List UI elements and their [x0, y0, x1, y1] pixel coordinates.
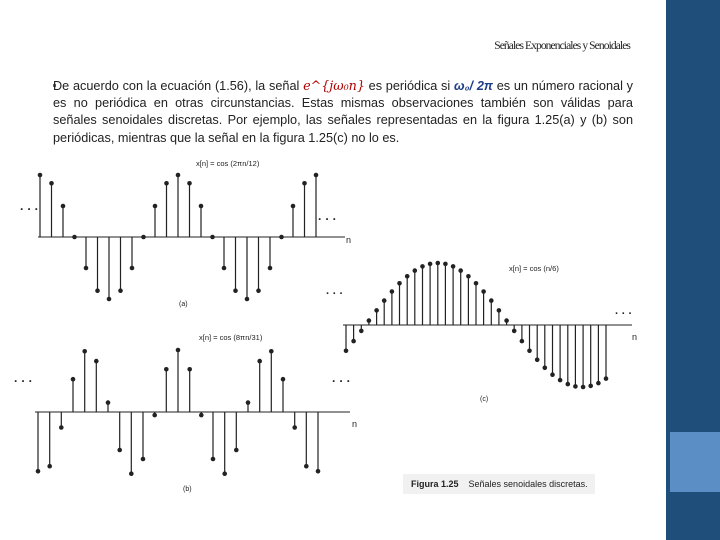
- plot-c-point: [382, 298, 387, 303]
- plot-c-point: [474, 281, 479, 286]
- plot-a-point: [130, 266, 135, 271]
- para-part1: De acuerdo con la ecuación (1.56), la señal: [53, 79, 304, 93]
- plot-a-formula: x[n] = cos (2πn/12): [196, 159, 260, 168]
- plot-c-point: [359, 329, 364, 334]
- plot-b-point: [94, 359, 99, 364]
- plot-c-ellipsis-left: · · ·: [326, 288, 344, 300]
- plot-b-point: [292, 425, 297, 430]
- plot-b-ellipsis-left: · · ·: [14, 374, 33, 388]
- plot-b-point: [257, 359, 262, 364]
- plot-c-point: [481, 289, 486, 294]
- plot-c-point: [581, 385, 586, 390]
- plot-b-point: [222, 471, 227, 476]
- plot-a-point: [256, 288, 261, 293]
- plot-b-point: [176, 348, 181, 353]
- plot-b-point: [164, 367, 169, 372]
- plot-a-point: [153, 204, 158, 209]
- plot-c-point: [428, 262, 433, 267]
- plot-c-point: [573, 384, 578, 389]
- plot-b-point: [316, 469, 321, 474]
- plot-a-sublabel: (a): [179, 301, 188, 308]
- plot-a-point: [291, 204, 296, 209]
- plot-c-point: [466, 274, 471, 279]
- plot-c-point: [566, 382, 571, 387]
- figure-caption: [403, 474, 595, 494]
- plot-a-point: [38, 173, 43, 178]
- plot-a-point: [176, 173, 181, 178]
- plot-b-point: [36, 469, 41, 474]
- plot-b-formula: x[n] = cos (8πn/31): [199, 333, 263, 342]
- plot-a: [20, 159, 351, 308]
- plot-a-point: [61, 204, 66, 209]
- plot-c-point: [458, 268, 463, 273]
- plot-a-point: [187, 181, 192, 186]
- plot-b: [14, 333, 357, 493]
- plot-b-ellipsis-right: · · ·: [332, 374, 351, 388]
- plot-b-point: [129, 471, 134, 476]
- plot-c-point: [420, 264, 425, 269]
- plot-c-point: [558, 378, 563, 383]
- plot-a-point: [314, 173, 319, 178]
- plot-a-point: [222, 266, 227, 271]
- plot-c-sublabel: (c): [480, 396, 489, 403]
- plot-c-point: [535, 358, 540, 363]
- plot-a-point: [95, 288, 100, 293]
- plot-a-point: [49, 181, 54, 186]
- caption-text: Señales senoidales discretas.: [468, 479, 588, 489]
- plot-b-point: [59, 425, 64, 430]
- plot-a-ellipsis-right: · · ·: [318, 212, 337, 226]
- plot-c-point: [588, 384, 593, 389]
- ratio-symbol: ω₀/ 2π: [453, 79, 493, 93]
- plot-c-point: [520, 339, 525, 344]
- plot-a-point: [233, 288, 238, 293]
- plot-c-point: [489, 298, 494, 303]
- plot-c-point: [497, 308, 502, 313]
- plot-c-point: [413, 268, 418, 273]
- plot-b-point: [246, 400, 251, 405]
- plot-a-point: [210, 235, 215, 240]
- plot-c-point: [512, 329, 517, 334]
- plot-c-point: [397, 281, 402, 286]
- plot-a-point: [107, 297, 112, 302]
- plot-c-axis-label: n: [632, 332, 638, 342]
- plot-c-point: [405, 274, 410, 279]
- plot-a-point: [84, 266, 89, 271]
- plot-b-point: [187, 367, 192, 372]
- plot-a-point: [302, 181, 307, 186]
- plot-c-point: [443, 262, 448, 267]
- plot-c-point: [351, 339, 356, 344]
- plot-a-point: [245, 297, 250, 302]
- plot-b-axis-label: n: [352, 419, 358, 429]
- plot-a-point: [141, 235, 146, 240]
- plot-a-axis-label: n: [346, 235, 352, 245]
- plot-b-point: [269, 349, 274, 354]
- plot-a-point: [118, 288, 123, 293]
- plot-a-point: [199, 204, 204, 209]
- plot-b-point: [152, 413, 157, 418]
- plot-c-point: [374, 308, 379, 313]
- plot-c-formula: x[n] = cos (n/6): [509, 264, 559, 273]
- plot-c-ellipsis-right: · · ·: [615, 308, 633, 320]
- caption-label: Figura 1.25: [411, 479, 459, 489]
- plot-c-point: [390, 289, 395, 294]
- plot-b-point: [71, 377, 76, 382]
- plot-c-point: [436, 261, 441, 266]
- plot-c-point: [596, 381, 601, 386]
- para-part3: es un número racional y es no periódica en otras circunstancias. Estas mismas observaciones también son válidas para señales senoidales discretas. Por ejemplo, las señales representadas en la figura 1.25(a) y (b) son periódicas, mientras que la señal en la figura 1.25(c) no lo es.: [53, 79, 634, 145]
- plot-c-point: [550, 372, 555, 377]
- plot-b-point: [117, 448, 122, 453]
- plot-a-ellipsis-left: · · ·: [20, 202, 39, 216]
- plot-a-point: [279, 235, 284, 240]
- slide-title: Señales Exponenciales y Senoidales: [494, 40, 630, 52]
- plot-c-point: [604, 376, 609, 381]
- plot-c-point: [367, 318, 372, 323]
- plot-a-point: [268, 266, 273, 271]
- para-part2: es periódica si: [364, 79, 454, 93]
- plot-c-point: [504, 318, 509, 323]
- plot-b-point: [82, 349, 87, 354]
- plot-b-point: [281, 377, 286, 382]
- plot-b-point: [304, 464, 309, 469]
- plot-b-point: [211, 457, 216, 462]
- plot-b-point: [141, 457, 146, 462]
- plot-b-point: [47, 464, 52, 469]
- exp-symbol: e^{jω₀n}: [303, 78, 365, 93]
- plot-b-sublabel: (b): [183, 486, 192, 493]
- plot-b-point: [234, 448, 239, 453]
- plot-c-point: [543, 366, 548, 371]
- plot-c-point: [344, 349, 349, 354]
- plot-c-point: [451, 264, 456, 269]
- plot-b-point: [199, 413, 204, 418]
- plot-a-point: [72, 235, 77, 240]
- plot-a-point: [164, 181, 169, 186]
- plot-c-point: [527, 349, 532, 354]
- plot-b-point: [106, 400, 111, 405]
